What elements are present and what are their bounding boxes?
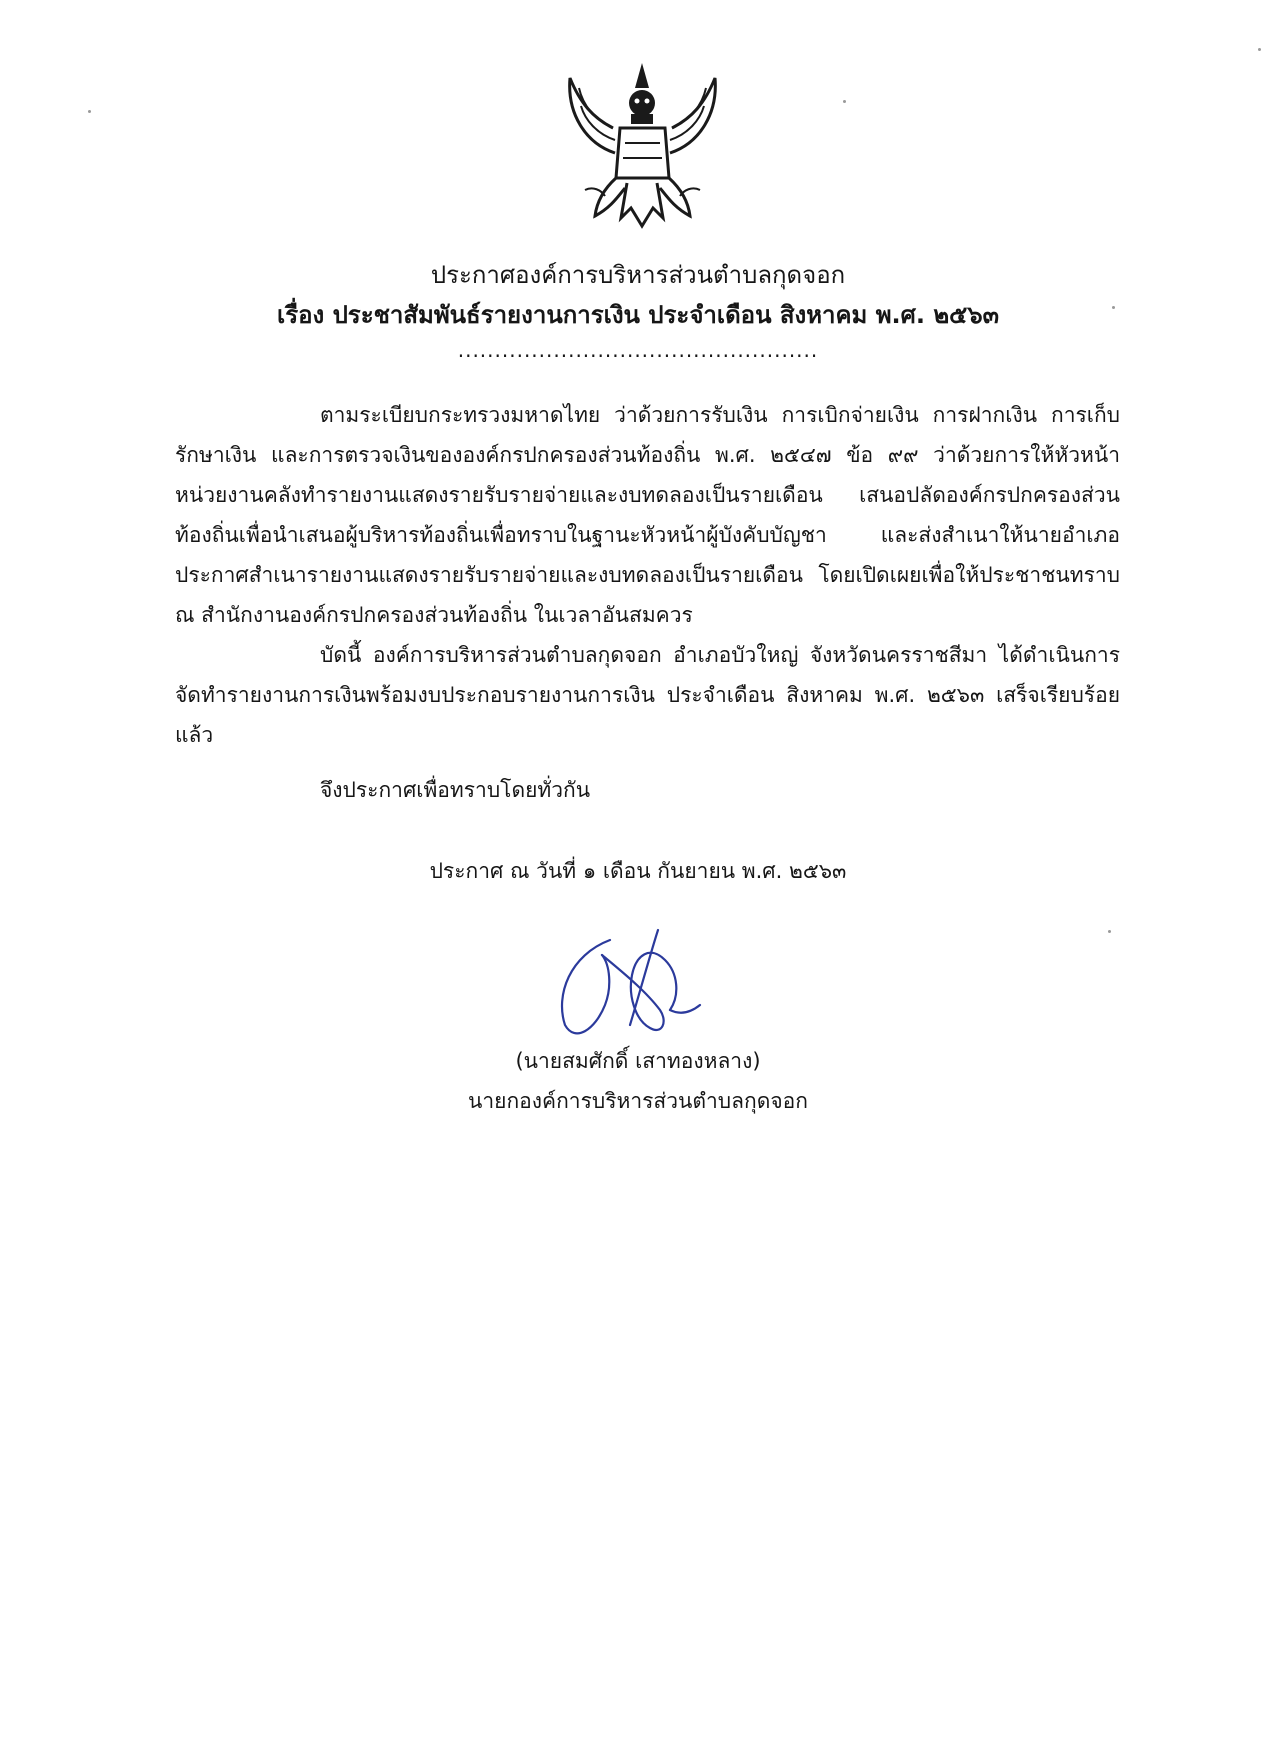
handwritten-signature bbox=[550, 925, 720, 1045]
announcement-dateline: ประกาศ ณ วันที่ ๑ เดือน กันยายน พ.ศ. ๒๕๖๓ bbox=[429, 859, 847, 883]
signer-position: นายกองค์การบริหารส่วนตำบลกุดจอก bbox=[468, 1089, 808, 1113]
garuda-emblem-icon bbox=[555, 58, 730, 236]
announcement-title: ประกาศองค์การบริหารส่วนตำบลกุดจอก bbox=[430, 261, 846, 289]
announcement-subject: เรื่อง ประชาสัมพันธ์รายงานการเงิน ประจำเดือน สิงหาคม พ.ศ. ๒๕๖๓ bbox=[276, 301, 999, 329]
scan-speck bbox=[88, 110, 91, 113]
scan-speck bbox=[1112, 306, 1115, 309]
scan-speck bbox=[1108, 930, 1111, 933]
body-paragraph-2: บัดนี้ องค์การบริหารส่วนตำบลกุดจอก อำเภอบัวใหญ่ จังหวัดนครราชสีมา ได้ดำเนินการจัดทำรายงานการเงินพร้อมงบประกอบรายงานการเงิน ประจำเดือน สิงหาคม พ.ศ. ๒๕๖๓ เสร็จเรียบร้อยแล้ว bbox=[175, 643, 1120, 747]
body-paragraph-3: จึงประกาศเพื่อทราบโดยทั่วกัน bbox=[320, 778, 591, 802]
body-paragraph-1: ตามระเบียบกระทรวงมหาดไทย ว่าด้วยการรับเงิน การเบิกจ่ายเงิน การฝากเงิน การเก็บรักษาเงิน และการตรวจเงินขององค์กรปกครองส่วนท้องถิ่น พ.ศ. ๒๕๔๗ ข้อ ๙๙ ว่าด้วยการให้หัวหน้าหน่วยงานคลังทำรายงานแสดงรายรับรายจ่ายและงบทดลองเป็นรายเดือน เสนอปลัดองค์กรปกครองส่วนท้องถิ่นเพื่อนำเสนอผู้บริหารท้องถิ่นเพื่อทราบในฐานะหัวหน้าผู้บังคับบัญชา และส่งสำเนาให้นายอำเภอประกาศสำเนารายงานแสดงรายรับรายจ่ายและงบทดลองเป็นรายเดือน โดยเปิดเผยเพื่อให้ประชาชนทราบ ณ สำนักงานองค์กรปกครองส่วนท้องถิ่น ในเวลาอันสมควร bbox=[175, 403, 1120, 627]
signer-name: (นายสมศักดิ์ เสาทองหลาง) bbox=[515, 1049, 761, 1073]
scan-speck bbox=[1258, 48, 1261, 51]
title-separator: ................................................. bbox=[457, 338, 819, 362]
scan-speck bbox=[843, 100, 846, 103]
